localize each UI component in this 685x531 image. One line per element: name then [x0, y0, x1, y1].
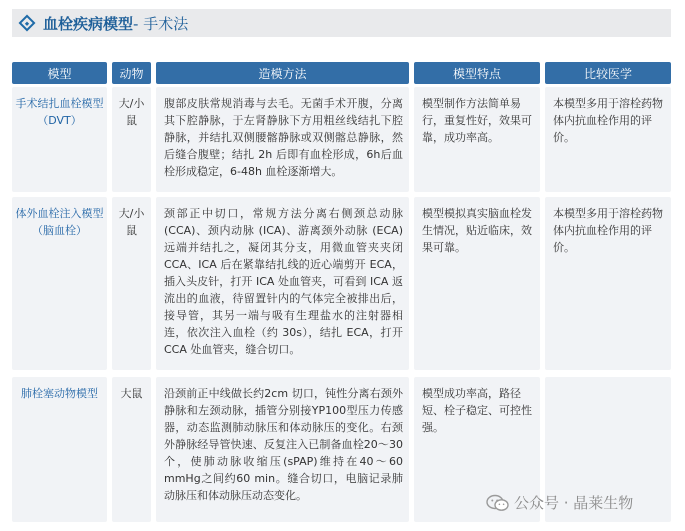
header-animal: 动物 — [112, 62, 151, 84]
row1-animal: 大/小鼠 — [112, 87, 151, 192]
section-title: 血栓疾病模型 — [43, 14, 134, 33]
watermark-text: 公众号 · 晶莱生物 — [514, 494, 634, 512]
header-method: 造模方法 — [156, 62, 409, 84]
row1-model: 手术结扎血栓模型（DVT） — [12, 87, 107, 192]
row2-method: 颈部正中切口，常规方法分离右侧颈总动脉(CCA)、颈内动脉 (ICA)、游离颈外动脉 (ECA) 远端并结扎之，凝闭其分支，用微血管夹夹闭 CCA、ICA 后在紧靠结扎线的近心端剪开 ECA，插入头皮针，打开 ICA 处血管夹，可看到 ICA 返流出的血液，待留置针内的气体完全被排出后，接导管，其另一端与吸有生理盐水的注射器相连，依次注入血栓（约 30s），结扎 ECA，打开 CCA 处血管夹，缝合切口。 — [156, 197, 409, 370]
row3-model: 肺栓塞动物模型 — [12, 377, 107, 522]
watermark — [486, 492, 633, 513]
row1-feature: 模型制作方法简单易行，重复性好，效果可靠，成功率高。 — [414, 87, 540, 192]
header-compare: 比较医学 — [545, 62, 671, 84]
diamond-bullet-icon — [19, 15, 36, 32]
row2-compare: 本模型多用于溶栓药物体内抗血栓作用的评价。 — [545, 197, 671, 370]
row2-animal: 大/小鼠 — [112, 197, 151, 370]
row3-method: 沿颈前正中线做长约2cm 切口，钝性分离右颈外静脉和左颈动脉，插管分别接YP100型压力传感器，动态监测肺动脉压和体动脉压的变化。右颈外静脉经导管快速、反复注入已制备血栓20～30个，使肺动脉收缩压(sPAP)维持在40～60 mmHg之间约60 min。缝合切口，电脑记录肺动脉压和体动脉压动态变化。 — [156, 377, 409, 522]
row2-feature: 模型模拟真实脑血栓发生情况，贴近临床，效果可靠。 — [414, 197, 540, 370]
section-title-bar — [12, 9, 671, 37]
wechat-icon — [486, 494, 510, 512]
header-feature: 模型特点 — [414, 62, 540, 84]
row1-compare: 本模型多用于溶栓药物体内抗血栓作用的评价。 — [545, 87, 671, 192]
header-model: 模型 — [12, 62, 107, 84]
section-subtitle: - 手术法 — [133, 14, 189, 33]
row3-animal: 大鼠 — [112, 377, 151, 522]
row3-feature: 模型成功率高，路径短、栓子稳定、可控性强。 — [414, 377, 540, 522]
row2-model: 体外血栓注入模型（脑血栓） — [12, 197, 107, 370]
row1-method: 腹部皮肤常规消毒与去毛。无菌手术开腹，分离其下腔静脉，于左肾静脉下方用粗丝线结扎下腔静脉，并结扎双侧腰髂静脉或双侧髂总静脉，然后缝合腹壁；结扎 2h 后即有血栓形成，6h后血栓形成稳定，6-48h 血栓逐渐增大。 — [156, 87, 409, 192]
